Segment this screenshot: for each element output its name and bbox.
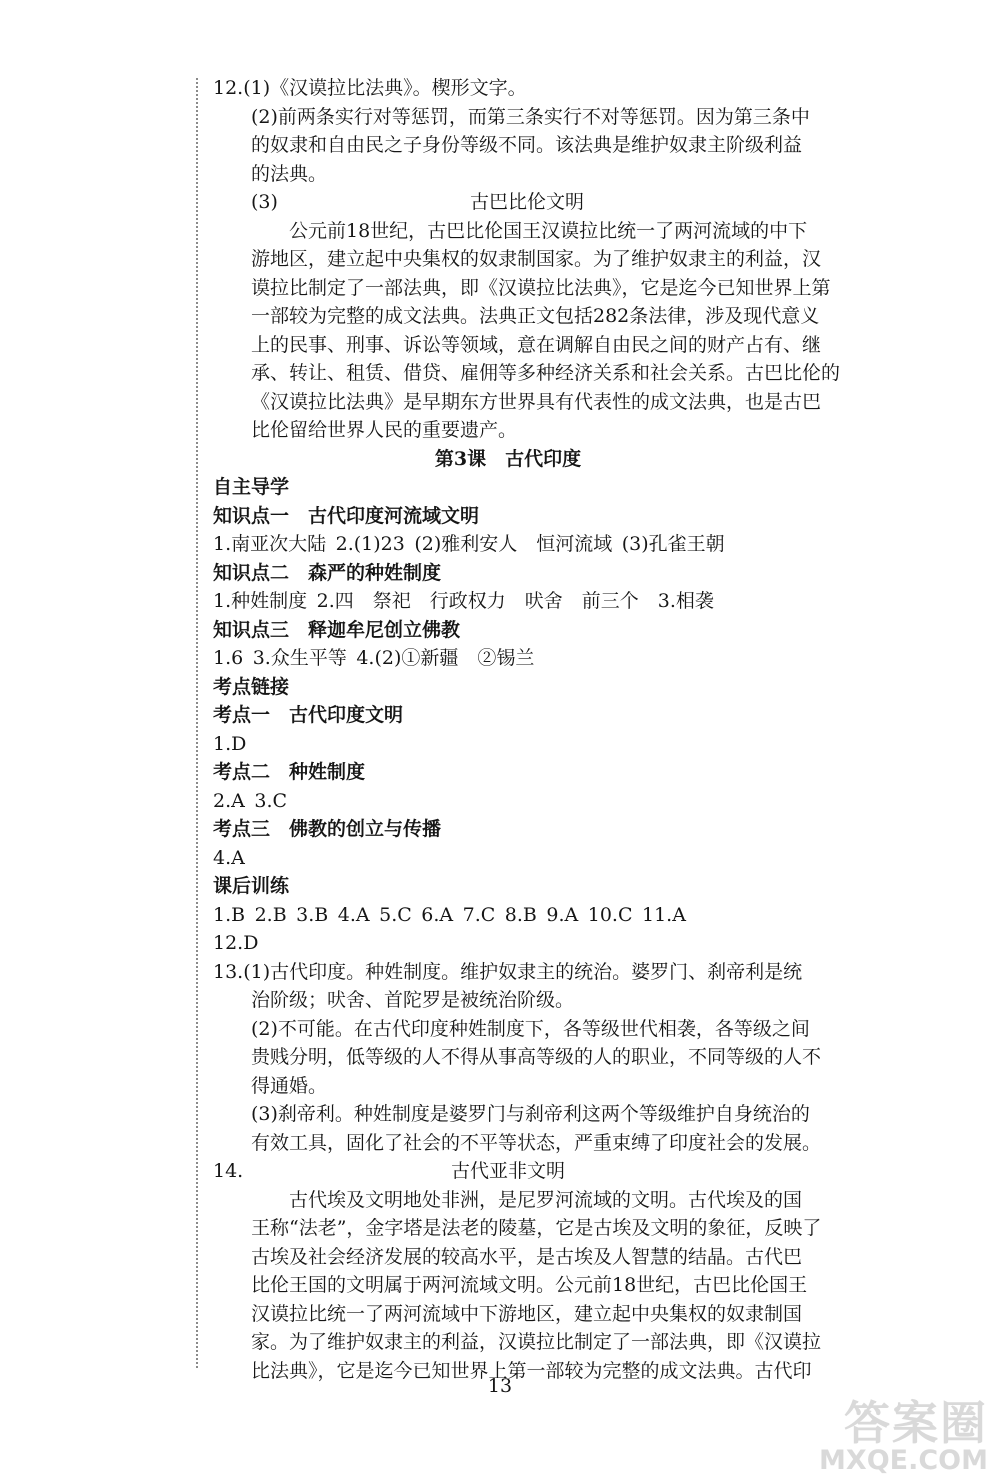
exam-point-3-title: 考点三 佛教的创立与传播 (213, 818, 442, 840)
q14-essay-line: 王称“法老”，金字塔是法老的陵墓，它是古埃及文明的象征，反映了 (251, 1217, 822, 1239)
essay-line: 承、转让、租赁、借贷、雇佣等多种经济关系和社会关系。古巴比伦的 (251, 362, 841, 384)
section-exam-link: 考点链接 (213, 675, 290, 698)
essay-line: 上的民事、刑事、诉讼等领域，意在调解自由民之间的财产占有、继 (251, 333, 822, 356)
q14-essay-line: 比法典》，它是迄今已知世界上第一部较为完整的成文法典。古代印 (251, 1359, 812, 1382)
q14-essay-line: 比伦王国的文明属于两河流域文明。公元前18世纪，古巴比伦国王 (251, 1274, 808, 1296)
knowledge-point-2-answers: 1.种姓制度 2.四 祭祀 行政权力 吠舍 前三个 3.相袭 (213, 590, 714, 612)
essay-line: 《汉谟拉比法典》是早期东方世界具有代表性的成文法典，也是古巴 (251, 390, 822, 413)
essay-line: 一部较为完整的成文法典。法典正文包括282条法律，涉及现代意义 (251, 305, 820, 327)
q14-title: 古代亚非文明 (450, 1160, 565, 1182)
q14-essay-line: 家。为了维护奴隶主的利益，汉谟拉比制定了一部法典，即《汉谟拉 (251, 1331, 822, 1353)
q13-part3-line: (3)刹帝利。种姓制度是婆罗门与刹帝利这两个等级维护自身统治的 (251, 1103, 810, 1125)
q14-essay-line: 古埃及社会经济发展的较高水平，是古埃及人智慧的结晶。古代巴 (251, 1245, 803, 1268)
exam-point-1-title: 考点一 古代印度文明 (213, 704, 404, 726)
answer-column (213, 74, 841, 1385)
margin-dotted-rule (196, 78, 198, 1368)
q14-essay-line: 汉谟拉比统一了两河流域中下游地区，建立起中央集权的奴隶制国 (251, 1302, 803, 1325)
q13-part2-line: (2)不可能。在古代印度种姓制度下，各等级世代相袭，各等级之间 (251, 1017, 810, 1040)
q13-part2-line: 贵贱分明，低等级的人不得从事高等级的人的职业，不同等级的人不 (251, 1046, 822, 1068)
lesson-title: 第3课 古代印度 (434, 447, 582, 470)
q12-part3-label: (3) (251, 191, 278, 213)
exam-point-2-answers: 2.A 3.C (213, 789, 288, 812)
q14-essay-line: 古代埃及文明地处非洲，是尼罗河流域的文明。古代埃及的国 (289, 1188, 803, 1211)
q13-part2-line: 得通婚。 (251, 1074, 328, 1097)
essay-line: 公元前18世纪，古巴比伦国王汉谟拉比统一了两河流域的中下 (289, 219, 808, 242)
q13-part3-line: 有效工具，固化了社会的不平等状态，严重束缚了印度社会的发展。 (251, 1131, 822, 1154)
q12-part2-line: 的法典。 (251, 162, 328, 185)
watermark-url: MXQE.COM (819, 1445, 988, 1476)
essay-line: 游地区，建立起中央集权的奴隶制国家。为了维护奴隶主的利益，汉 (251, 248, 822, 270)
knowledge-point-3-answers: 1.6 3.众生平等 4.(2)①新疆 ②锡兰 (213, 647, 535, 669)
practice-answers-line: 12.D (213, 932, 259, 954)
essay-line: 谟拉比制定了一部法典，即《汉谟拉比法典》，它是迄今已知世界上第 (251, 276, 831, 299)
knowledge-point-1-title: 知识点一 古代印度河流域文明 (213, 504, 480, 527)
knowledge-point-3-title: 知识点三 释迦牟尼创立佛教 (213, 618, 461, 641)
q13-part1-line: 13.(1)古代印度。种姓制度。维护奴隶主的统治。婆罗门、刹帝利是统 (213, 960, 803, 983)
exam-point-1-answers: 1.D (213, 732, 247, 755)
q13-part1-line: 治阶级；吠舍、首陀罗是被统治阶级。 (251, 989, 575, 1011)
section-self-study: 自主导学 (213, 476, 290, 498)
watermark-logo: 答案圈 (844, 1396, 988, 1450)
knowledge-point-1-answers: 1.南亚次大陆 2.(1)23 (2)雅利安人 恒河流域 (3)孔雀王朝 (213, 533, 725, 555)
knowledge-point-2-title: 知识点二 森严的种姓制度 (213, 561, 442, 584)
q12-part2-line: 的奴隶和自由民之子身份等级不同。该法典是维护奴隶主阶级利益 (251, 134, 803, 156)
q12-part3-heading (213, 188, 803, 217)
section-practice: 课后训练 (213, 875, 290, 897)
watermark (688, 1396, 988, 1476)
q12-part2-line: (2)前两条实行对等惩罚，而第三条实行不对等惩罚。因为第三条中 (251, 105, 810, 128)
exam-point-3-answers: 4.A (213, 846, 245, 869)
q14-label: 14. (213, 1160, 244, 1182)
exam-point-2-title: 考点二 种姓制度 (213, 761, 366, 783)
essay-line: 比伦留给世界人民的重要遗产。 (251, 419, 518, 441)
essay-title: 古巴比伦文明 (469, 191, 584, 213)
q14-heading (213, 1157, 803, 1186)
practice-answers-line: 1.B 2.B 3.B 4.A 5.C 6.A 7.C 8.B 9.A 10.C 11.A (213, 903, 686, 926)
q12-part1: 12.(1)《汉谟拉比法典》。楔形文字。 (213, 77, 527, 99)
page-number: 13 (487, 1375, 513, 1397)
